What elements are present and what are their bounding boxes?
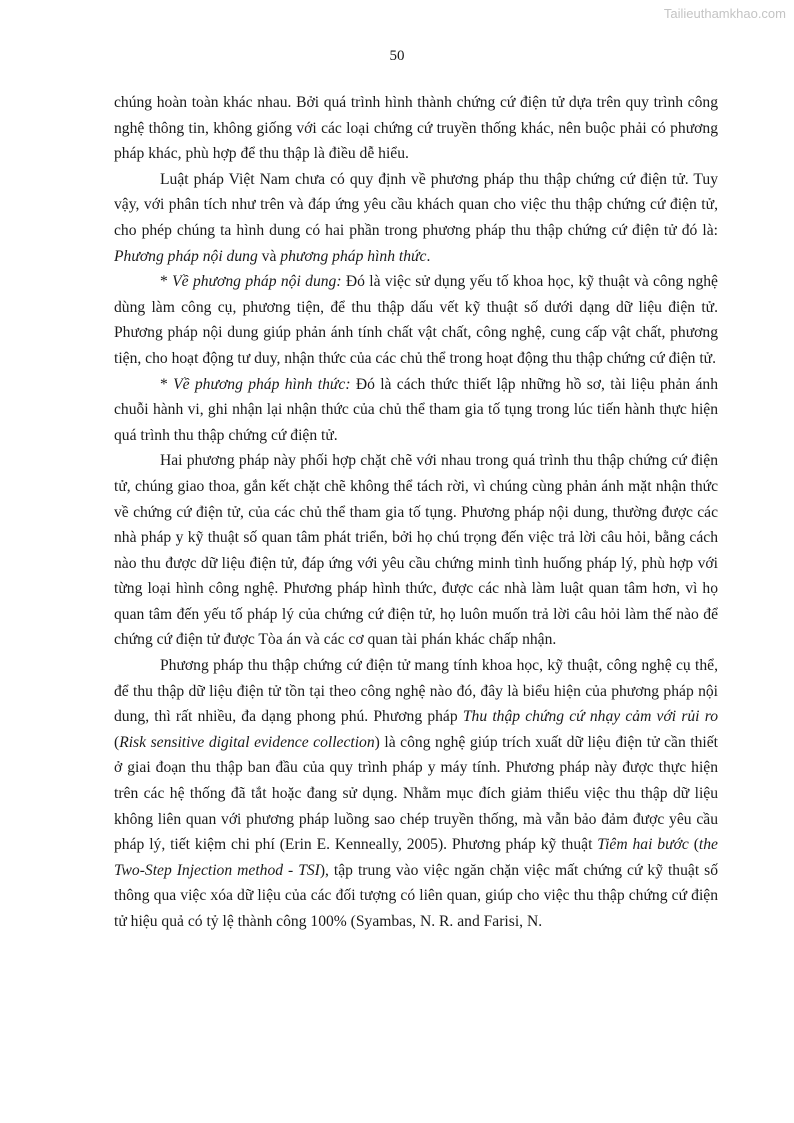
paragraph-2-emphasis-2: phương pháp hình thức [280,247,427,265]
paragraph-6-text-2: ( [114,733,120,751]
document-body [114,90,718,935]
paragraph-6-emphasis-1: Thu thập chứng cứ nhạy cảm với rủi ro [462,708,718,726]
paragraph-4-text: Đó là cách thức thiết lập những hồ sơ, tài liệu phản ánh chuỗi hành vi, ghi nhận lại nhận thức của chủ thể tham gia tố tụng trong lúc tiến hành thực hiện quá trình thu thập chứng cứ điện tử. [114,375,719,444]
paragraph-4-heading: Về phương pháp hình thức: [173,375,351,393]
paragraph-6 [114,653,718,935]
paragraph-2-end: . [426,247,431,265]
paragraph-3-bullet: * [160,273,173,291]
paragraph-2 [114,167,718,269]
paragraph-4 [114,372,718,449]
paragraph-4-bullet: * [160,375,174,393]
paragraph-6-text-3: ) là công nghệ giúp trích xuất dữ liệu điện tử cần thiết ở giai đoạn thu thập ban đầu của quy trình pháp y máy tính. Phương pháp này được thực hiện trên các hệ thống đã tắt hoặc đang sử dụng. Nhằm mục đích giảm thiểu việc thu thập dữ liệu không liên quan với phương pháp luồng sao chép truyền thống, mà vẫn bảo đảm được yêu cầu pháp lý, tiết kiệm chi phí (Erin E. Kenneally, 2005). Phương pháp kỹ thuật [114,733,718,854]
paragraph-6-text-1: Phương pháp thu thập chứng cứ điện tử mang tính khoa học, kỹ thuật, công nghệ cụ thể, để thu thập dữ liệu điện tử tồn tại theo công nghệ nào đó, đây là biểu hiện của phương pháp nội dung, thì rất nhiều, đa dạng phong phú. Phương pháp [114,657,718,726]
paragraph-5: Hai phương pháp này phối hợp chặt chẽ với nhau trong quá trình thu thập chứng cứ điện tử, chúng giao thoa, gắn kết chặt chẽ không thể tách rời, vì chúng cùng phản ánh mặt nhận thức về chứng cứ điện tử, của các chủ thể tham gia tố tụng. Phương pháp nội dung, thường được các nhà pháp y kỹ thuật số quan tâm phát triển, bởi họ chú trọng đến việc trả lời câu hỏi, bằng cách nào thu được dữ liệu điện tử, đáp ứng với yêu cầu chứng minh tình huống pháp lý, phù hợp với từng loại hình công nghệ. Phương pháp hình thức, được các nhà làm luật quan tâm hơn, vì họ quan tâm đến yếu tố pháp lý của chứng cứ điện tử, họ luôn muốn trả lời câu hỏi làm thế nào để chứng cứ điện tử được Tòa án và các cơ quan tài phán khác chấp nhận. [114,452,718,649]
paragraph-2-text: Luật pháp Việt Nam chưa có quy định về phương pháp thu thập chứng cứ điện tử. Tuy vậy, với phân tích như trên và đáp ứng yêu cầu khách quan cho việc thu thập chứng cứ điện tử, cho phép chúng ta hình dung có hai phần trong phương pháp thu thập chứng cứ điện tử đó là: [114,170,718,239]
paragraph-3-heading: Về phương pháp nội dung: [172,273,342,291]
paragraph-3 [114,269,718,371]
paragraph-1: chúng hoàn toàn khác nhau. Bởi quá trình hình thành chứng cứ điện tử dựa trên quy trình công nghệ thông tin, không giống với các loại chứng cứ truyền thống khác, nên buộc phải có phương pháp khác, phù hợp để thu thập là điều dễ hiểu. [114,94,718,163]
paragraph-6-emphasis-4: the Two-Step Injection method - TSI [114,836,718,879]
paragraph-6-text-4: ( [688,836,699,854]
paragraph-2-mid: và [257,247,281,265]
paragraph-6-text-5: ), tập trung vào việc ngăn chặn việc mất chứng cứ kỹ thuật số thông qua việc xóa dữ liệu của các đối tượng có liên quan, giúp cho việc thu thập chứng cứ điện tử hiệu quả có tỷ lệ thành công 100% (Syambas, N. R. and Farisi, N. [114,861,719,930]
paragraph-6-emphasis-3: Tiêm hai bước [597,836,689,854]
paragraph-2-emphasis-1: Phương pháp nội dung [114,247,258,265]
page-number: 50 [389,48,405,64]
paragraph-3-text: Đó là việc sử dụng yếu tố khoa học, kỹ thuật và công nghệ dùng làm công cụ, phương tiện, để thu thập dấu vết kỹ thuật số dưới dạng dữ liệu điện tử. Phương pháp nội dung giúp phản ánh tính chất vật chất, công nghệ, cung cấp vật chất, phương tiện, cho hoạt động tư duy, nhận thức của các chủ thể trong hoạt động thu thập chứng cứ điện tử. [114,273,718,367]
paragraph-6-emphasis-2: Risk sensitive digital evidence collection [119,733,375,751]
watermark: Tailieuthamkhao.com [663,6,786,21]
